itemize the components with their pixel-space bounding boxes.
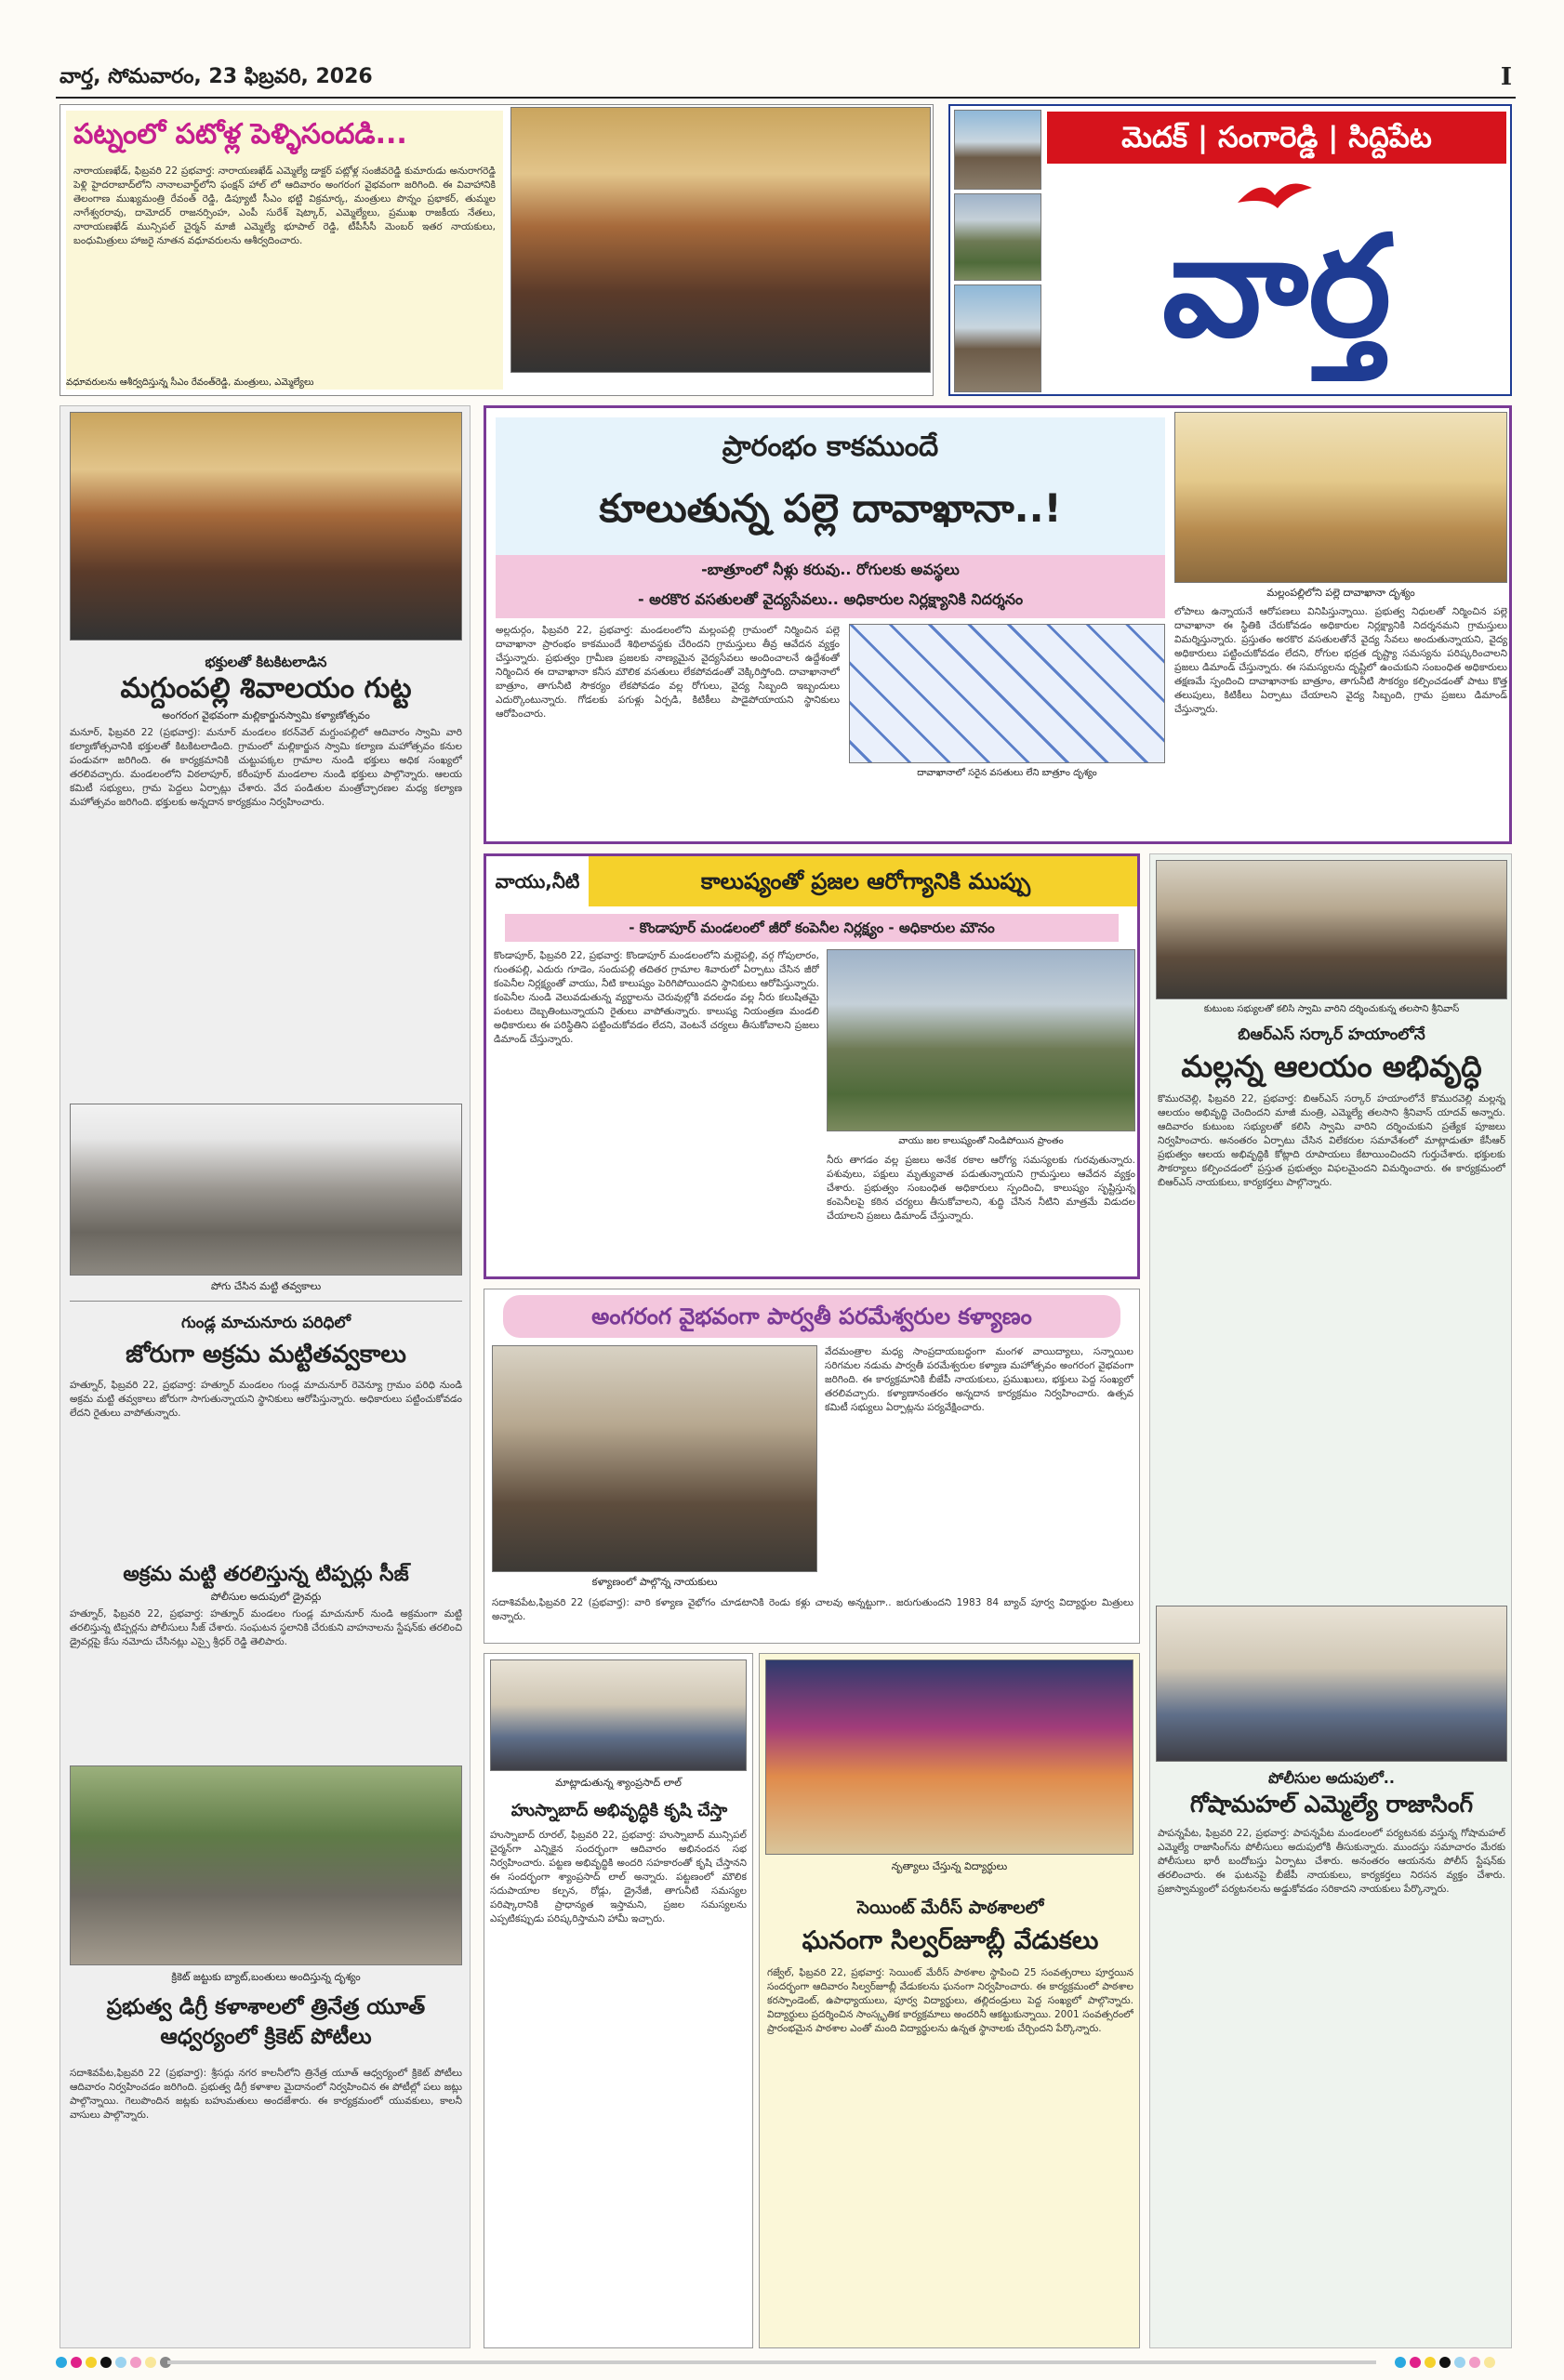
kalyanam-photo [492, 1345, 817, 1572]
kalyanam-caption: కళ్యాణంలో పాల్గొన్న నాయకులు [591, 1576, 718, 1588]
silver-kicker: సెయింట్ మేరీస్ పాఠశాలలో [856, 1897, 1044, 1918]
kalyanam-headline: అంగరంగ వైభవంగా పార్వతీ పరమేశ్వరుల కళ్యాణం [503, 1295, 1120, 1338]
shivalayam-photo [70, 412, 462, 641]
silver-caption: నృత్యాలు చేస్తున్న విద్యార్థులు [891, 1860, 1008, 1872]
cricket-headline: ప్రభుత్వ డిగ్రీ కళాశాలలో త్రినేత్ర యూత్ ఆధ్వర్యంలో క్రికెట్ పోటీలు [106, 1995, 426, 2049]
soil-photo [70, 1104, 462, 1276]
pollution-subhead: - కొండాపూర్ మండలంలో జీరో కంపెనీల నిర్లక్ష్యం - అధికారుల మౌనం [505, 914, 1119, 942]
husnabad-body: హుస్నాబాద్ రూరల్, ఫిబ్రవరి 22, ప్రభవార్త: హుస్నాబాద్ మున్సిపల్ చైర్మన్‌గా ఎన్నికైన సందర్భంగా ఆదివారం అభినందన సభ నిర్వహించారు. పట్టణ అభివృద్ధికి అందరి సహకారంతో కృషి చేస్తానని ఈ సందర్భంగా శ్యాంప్రసాద్ లాల్ అన్నారు. పట్టణంలో మౌలిక సదుపాయాల కల్పన, రోడ్లు, డ్రైనేజీ, తాగునీటి సమస్యల పరిష్కారానికి ప్రాధాన్యత ఇస్తామని, ప్రజల సమస్యలను ఎప్పటికప్పుడు పరిష్కరిస్తామని హామీ ఇచ్చారు. [490, 1830, 747, 1924]
masthead-photo-church [954, 284, 1041, 392]
reg-dot [86, 2357, 97, 2368]
wedding-caption: వధూవరులను ఆశీర్వదిస్తున్న సీఎం రేవంత్‌రెడ్డి, మంత్రులు, ఎమ్మెల్యేలు [66, 377, 314, 388]
page-header [56, 63, 1516, 93]
silver-headline: ఘనంగా సిల్వర్‌జూబ్లీ వేడుకలు [802, 1926, 1099, 1955]
pollution-tag: వాయు,నీటి [486, 856, 589, 906]
left-column [60, 405, 471, 2348]
story-clinic [484, 405, 1512, 844]
clinic-headline: కూలుతున్న పల్లె దావాఖానా..! [599, 485, 1062, 531]
reg-dot [1469, 2357, 1480, 2368]
page-number: I [1500, 63, 1512, 91]
story-silver [759, 1653, 1140, 2348]
clinic-kicker: ప్రారంభం కాకముందే [722, 430, 939, 463]
clinic-headline-box [496, 417, 1165, 555]
reg-dot [1439, 2357, 1451, 2368]
district-band [1047, 112, 1506, 164]
bathroom-caption: దావాఖానాలో సరైన వసతులు లేని బాత్రూం దృశ్యం [917, 768, 1097, 778]
masthead-logo: వార్త [1161, 206, 1392, 368]
soil-headline: జోరుగా అక్రమ మట్టితవ్వకాలు [126, 1341, 406, 1368]
story-husnabad [484, 1653, 753, 2348]
story-kalyanam [484, 1289, 1140, 1644]
masthead-photo-fountain [954, 193, 1041, 281]
wedding-photo [510, 107, 931, 373]
soil-caption: పోగు చేసిన మట్టి తవ్వకాలు [210, 1280, 322, 1292]
header-rule [56, 97, 1516, 99]
reg-dot [1425, 2357, 1436, 2368]
cricket-caption: క్రికెట్ జట్టుకు బ్యాట్,బంతులు అందిస్తున్న దృశ్యం [171, 1971, 361, 1983]
husnabad-photo [490, 1659, 747, 1771]
shivalayam-headline: మగ్దుంపల్లి శివాలయం గుట్ట [120, 672, 412, 705]
reg-dot [145, 2357, 156, 2368]
masthead-photo-temple [954, 110, 1041, 190]
registration-marks-right [1395, 2357, 1495, 2368]
reg-dot [56, 2357, 67, 2368]
clinic-bullets [496, 555, 1165, 618]
pollution-photo [827, 949, 1135, 1131]
story-pollution [484, 853, 1140, 1279]
reg-dot [115, 2357, 126, 2368]
mallanna-photo [1156, 860, 1507, 999]
reg-dot [1410, 2357, 1421, 2368]
tippers-headline: అక్రమ మట్టి తరలిస్తున్న టిప్పర్లు సీజ్ [123, 1563, 409, 1586]
tippers-body: హత్నూర్, ఫిబ్రవరి 22, ప్రభవార్త: హత్నూర్ మండలం గుండ్ల మాచునూర్ నుండి అక్రమంగా మట్టి తరలిస్తున్న టిప్పర్లను పోలీసులు సీజ్ చేశారు. సంఘటన స్థలానికి చేరుకుని వాహనాలను స్టేషన్‌కు తరలించి డ్రైవర్లపై కేసు నమోదు చేసినట్లు ఎస్సై శ్రీధర్ రెడ్డి తెలిపారు. [70, 1608, 462, 1647]
clinic-bullet-1: -బాత్రూంలో నీళ్లు కరువు.. రోగులకు అవస్థలు [701, 561, 960, 578]
rajasingh-photo [1156, 1606, 1507, 1762]
right-column [1149, 853, 1512, 2348]
rajasingh-body: పాపన్నపేట, ఫిబ్రవరి 22, ప్రభవార్త: పాపన్నపేట మండలంలో పర్యటనకు వస్తున్న గోషామహల్ ఎమ్మెల్యే రాజాసింగ్‌ను పోలీసులు అదుపులోకి తీసుకున్నారు. ముందస్తు సమాచారం మేరకు పోలీసులు భారీ బందోబస్తు ఏర్పాటు చేశారు. అనంతరం ఆయనను పోలీస్ స్టేషన్‌కు తరలించారు. ఈ ఘటనపై బీజేపీ నాయకులు, కార్యకర్తలు నిరసన వ్యక్తం చేశారు. ప్రజాస్వామ్యంలో పర్యటనలను అడ్డుకోవడం సరికాదని నాయకులు పేర్కొన్నారు. [1158, 1828, 1505, 1895]
logo-area [1047, 171, 1506, 390]
header-title: వార్త, సోమవారం, 23 ఫిబ్రవరి, 2026 [60, 65, 373, 88]
clinic-bullet-2: - అరకొర వసతులతో వైద్యసేవలు.. అధికారుల నిర్లక్ష్యానికి నిదర్శనం [637, 590, 1024, 608]
registration-marks-left [56, 2357, 171, 2368]
registration-bar [167, 2360, 1376, 2364]
silver-body: గజ్వేల్, ఫిబ్రవరి 22, ప్రభవార్త: సెయింట్ మేరీస్ పాఠశాల స్థాపించి 25 సంవత్సరాలు పూర్తయిన సందర్భంగా ఆదివారం సిల్వర్‌జూబ్లీ వేడుకలను ఘనంగా నిర్వహించారు. ఈ కార్యక్రమంలో పాఠశాల కరస్పాండెంట్, ఉపాధ్యాయులు, పూర్వ విద్యార్థులు, తల్లిదండ్రులు పెద్ద సంఖ్యలో పాల్గొన్నారు. విద్యార్థులు ప్రదర్శించిన సాంస్కృతిక కార్యక్రమాలు అందరినీ ఆకట్టుకున్నాయి. 2001 సంవత్సరంలో ప్రారంభమైన పాఠశాల ఎంతో మంది విద్యార్థులను ఉన్నత స్థానాలకు చేర్చిందని పేర్కొన్నారు. [767, 1967, 1133, 2034]
soil-kicker: గుండ్ల మాచునూరు పరిధిలో [181, 1314, 351, 1332]
silver-photo [765, 1659, 1133, 1855]
left-divider-1 [70, 1301, 462, 1302]
reg-dot [1454, 2357, 1465, 2368]
clinic-photo [1174, 412, 1507, 583]
reg-dot [130, 2357, 141, 2368]
mallanna-caption: కుటుంబ సభ్యులతో కలిసి స్వామి వారిని దర్శించుకున్న తలసాని శ్రీనివాస్ [1203, 1004, 1460, 1014]
reg-dot [1395, 2357, 1406, 2368]
wedding-text-box [66, 111, 503, 390]
rajasingh-kicker: పోలీసుల అదుపులో.. [1268, 1769, 1395, 1787]
kalyanam-body: వేదమంత్రాల మధ్య సాంప్రదాయబద్ధంగా మంగళ వాయిద్యాలు, సన్నాయిల సరిగమల నడుమ పార్వతీ పరమేశ్వరుల కళ్యాణ మహోత్సవం అంగరంగ వైభవంగా జరిగింది. ఈ కార్యక్రమానికి బీజేపీ నాయకులు, ప్రముఖులు, భక్తులు పెద్ద సంఖ్యలో తరలివచ్చారు. కళ్యాణానంతరం అన్నదాన కార్యక్రమం నిర్వహించారు. ఉత్సవ కమిటీ సభ్యులు ఏర్పాట్లను పర్యవేక్షించారు. [825, 1346, 1133, 1413]
wedding-headline: పట్నంలో పటోళ్ల పెళ్ళిసందడి... [73, 118, 407, 151]
district-names: మెదక్ | సంగారెడ్డి | సిద్దిపేట [1121, 121, 1432, 154]
cricket-photo [70, 1765, 462, 1965]
pollution-body: కొండాపూర్, ఫిబ్రవరి 22, ప్రభవార్త: కొండాపూర్ మండలంలోని మల్లెపల్లి, వర్గ గోపులారం, గుంతపల్లి, ఎదురు గూడెం, సందుపల్లి తదితర గ్రామాల శివారులో ఏర్పాటు చేసిన జీరో కంపెనీల నిర్లక్ష్యంతో వాయు, నీటి కాలుష్యం పెరిగిపోయిందని స్థానికులు ఆరోపిస్తున్నారు. కంపెనీల నుండి వెలువడుతున్న వ్యర్థాలను చెరువుల్లోకి వదలడం వల్ల నీరు కలుషితమై పంటలు దెబ్బతింటున్నాయని రైతులు వాపోతున్నారు. కాలుష్య నియంత్రణ మండలి అధికారులు ఈ పరిస్థితిని పట్టించుకోవడం లేదని, వెంటనే చర్యలు తీసుకోవాలని ప్రజలు డిమాండ్ చేస్తున్నారు. [494, 950, 819, 1045]
pollution-caption: వాయు జల కాలుష్యంతో నిండిపోయిన ప్రాంతం [898, 1136, 1064, 1146]
reg-dot [71, 2357, 82, 2368]
mallanna-kicker: బిఆర్ఎస్ సర్కార్ హయాంలోనే [1238, 1025, 1425, 1044]
shivalayam-subhead: అంగరంగ వైభవంగా మల్లికార్జునస్వామి కళ్యాణోత్సవం [162, 709, 370, 721]
cricket-body: సదాశివపేట,ఫిబ్రవరి 22 (ప్రభవార్త): శ్రీసద్గు నగర కాలనీలోని త్రినేత్ర యూత్ ఆధ్వర్యంలో క్రికెట్ పోటీలు ఆదివారం నిర్వహించడం జరిగింది. ప్రభుత్వ డిగ్రీ కళాశాల మైదానంలో నిర్వహించిన ఈ పోటీల్లో పలు జట్లు పాల్గొన్నాయి. గెలుపొందిన జట్లకు బహుమతులు అందజేశారు. ఈ కార్యక్రమంలో యువకులు, కాలనీ వాసులు పాల్గొన్నారు. [70, 2068, 462, 2121]
husnabad-headline: హుస్నాబాద్ అభివృద్ధికి కృషి చేస్తా [510, 1801, 728, 1820]
reg-dot [1484, 2357, 1495, 2368]
rajasingh-headline: గోషామహల్ ఎమ్మెల్యే రాజాసింగ్ [1189, 1791, 1474, 1818]
soil-body: హత్నూర్, ఫిబ్రవరి 22, ప్రభవార్త: హత్నూర్ మండలం గుండ్ల మాచునూర్ రెవెన్యూ గ్రామం పరిధి నుండి అక్రమ మట్టి తవ్వకాలు జోరుగా సాగుతున్నాయని స్థానికులు ఆరోపిస్తున్నారు. అధికారులు పట్టించుకోవడం లేదని రైతులు వాపోతున్నారు. [70, 1380, 462, 1419]
mallanna-body: కొమురవెల్లి, ఫిబ్రవరి 22, ప్రభవార్త: బిఆర్ఎస్ సర్కార్ హయాంలోనే కొమురవెల్లి మల్లన్న ఆలయం అభివృద్ధి చెందిందని మాజీ మంత్రి, ఎమ్మెల్యే తలసాని శ్రీనివాస్ యాదవ్ అన్నారు. ఆదివారం కుటుంబ సభ్యులతో కలిసి స్వామి వారిని దర్శించుకుని ప్రత్యేక పూజలు నిర్వహించారు. అనంతరం ఏర్పాటు చేసిన విలేకరుల సమావేశంలో మాట్లాడుతూ కేసీఆర్ ప్రభుత్వం ఆలయ అభివృద్ధికి కోట్లాది రూపాయలు కేటాయించిందని గుర్తుచేశారు. భక్తులకు సౌకర్యాలు కల్పించడంలో ప్రస్తుత ప్రభుత్వం విఫలమైందని విమర్శించారు. ఈ కార్యక్రమంలో బిఆర్ఎస్ నాయకులు, కార్యకర్తలు పాల్గొన్నారు. [1158, 1093, 1505, 1188]
pollution-headline-band [486, 856, 1137, 906]
tippers-subhead: పోలీసుల అదుపులో డ్రైవర్లు [210, 1591, 322, 1603]
masthead [948, 104, 1512, 396]
kalyanam-body-2: సదాశివపేట,ఫిబ్రవరి 22 (ప్రభవార్త): వారి కళ్యాణ వైభోగం చూడటానికి రెండు కళ్లు చాలవు అన్నట్టుగా.. జరుగుతుందని 1983 84 బ్యాచ్ పూర్వ విద్యార్థుల మిత్రులు అన్నారు. [492, 1597, 1133, 1622]
mallanna-headline: మల్లన్న ఆలయం అభివృద్ధి [1181, 1049, 1482, 1084]
bathroom-photo [849, 624, 1165, 763]
clinic-body-2: లోపాలు ఉన్నాయనే ఆరోపణలు వినిపిస్తున్నాయి. ప్రభుత్వ నిధులతో నిర్మించిన పల్లె దావాఖానా ఈ స్థితికి చేరుకోవడం అధికారుల నిర్లక్ష్యానికి నిదర్శనమని గ్రామస్తులు విమర్శిస్తున్నారు. ప్రస్తుతం అరకొర వసతులతోనే వైద్య సేవలు అందుతున్నాయని, వైద్య అధికారులు పట్టించుకోవడం లేదని, రోగుల భద్రత దృష్ట్యా సమస్యను పరిష్కరించాలని ప్రజలు డిమాండ్ చేస్తున్నారు. ఈ సమస్యలను దృష్టిలో ఉంచుకుని సంబంధిత అధికారులు తక్షణమే స్పందించి దావాఖానాకు బాత్రూం, తాగునీటి సౌకర్యం కల్పించడంతో పాటు కొత్త తలుపులు, కిటికీలు ఏర్పాటు చేయాలని వైద్య సిబ్బంది, గ్రామ ప్రజలు డిమాండ్ చేస్తున్నారు. [1174, 606, 1507, 715]
pollution-body-2: నీరు తాగడం వల్ల ప్రజలు అనేక రకాల ఆరోగ్య సమస్యలకు గురవుతున్నారు. పశువులు, పక్షులు మృత్యువాత పడుతున్నాయని గ్రామస్తులు ఆవేదన వ్యక్తం చేశారు. ప్రభుత్వం సంబంధిత అధికారులు స్పందించి, కాలుష్యం సృష్టిస్తున్న కంపెనీలపై కఠిన చర్యలు తీసుకోవాలని, శుద్ధి చేసిన నీటిని మాత్రమే విడుదల చేయాలని ప్రజలు డిమాండ్ చేస్తున్నారు. [827, 1155, 1135, 1222]
shivalayam-kicker: భక్తులతో కిటకిటలాడిన [205, 654, 327, 670]
clinic-photo-caption: మల్లంపల్లిలోని పల్లె దావాఖానా దృశ్యం [1266, 587, 1415, 599]
husnabad-caption: మాట్లాడుతున్న శ్యాంప్రసాద్ లాల్ [555, 1777, 682, 1789]
clinic-body: అల్లదుర్గం, ఫిబ్రవరి 22, ప్రభవార్త: మండలంలోని మల్లంపల్లి గ్రామంలో నిర్మించిన పల్లె దావాఖానా ప్రారంభం కాకముందే శిథిలావస్థకు చేరిందని గ్రామస్తులు తీవ్ర ఆవేదన వ్యక్తం చేస్తున్నారు. ప్రభుత్వం గ్రామీణ ప్రజలకు నాణ్యమైన వైద్యసేవలు అందించాలనే ఉద్దేశంతో నిర్మించిన ఈ దావాఖానా కనీస మౌలిక వసతులు లేకపోవడంతో వెక్కిరిస్తోంది. దావాఖానాలో బాత్రూం, తాగునీటి సౌకర్యం లేకపోవడం వల్ల రోగులు, వైద్య సిబ్బంది ఇబ్బందులు ఎదుర్కొంటున్నారు. గోడలకు పగుళ్లు ఏర్పడి, కిటికీలు పాడైపోయాయని స్థానికులు ఆరోపించారు. [496, 625, 840, 720]
shivalayam-body: మనూర్, ఫిబ్రవరి 22 (ప్రభవార్త): మనూర్ మండలం కరన్‌వెల్ మగ్దుంపల్లిలో ఆదివారం స్వామి వారి కల్యాణోత్సవానికి భక్తులతో కిటకిటలాడింది. గ్రామంలో మల్లికార్జున స్వామి కల్యాణ మహోత్సవం కనుల పండువగా జరిగింది. ఈ కార్యక్రమానికి చుట్టుపక్కల గ్రామాల నుండి భక్తులు అధిక సంఖ్యలో తరలివచ్చారు. మండలంలోని విఠలాపూర్, కరీంపూర్ మండలాల నుండి భక్తులు పాల్గొన్నారు. ఆలయ కమిటీ సభ్యులు, గ్రామ పెద్దలు ఏర్పాట్లు చేశారు. వేద పండితుల మంత్రోచ్ఛారణల మధ్య కల్యాణ మహోత్సవం జరిగింది. భక్తులకు అన్నదాన కార్యక్రమం నిర్వహించారు. [70, 727, 462, 808]
pollution-headline: కాలుష్యంతో ప్రజల ఆరోగ్యానికి ముప్పు [700, 868, 1031, 894]
story-wedding [60, 104, 934, 396]
wedding-body: నారాయణఖేడ్, ఫిబ్రవరి 22 ప్రభవార్త: నారాయణఖేడ్ ఎమ్మెల్యే డాక్టర్ పట్లోళ్ల సంజీవరెడ్డి కుమారుడు అనురాగరెడ్డి పెళ్లి హైదరాబాద్‌లోని నానాలవార్డ్‌లోని ఫంక్షన్ హాల్ లో ఆదివారం అంగరంగ వైభవంగా జరిగింది. ఈ వివాహానికి తెలంగాణ ముఖ్యమంత్రి రేవంత్ రెడ్డి, డిప్యూటీ సీఎం భట్టి విక్రమార్క, మంత్రులు పొన్నం ప్రభాకర్, తుమ్మల నాగేశ్వరరావు, దామోదర్ రాజనర్సింహ, ఎంపీ సురేశ్ షెట్కార్, ఎమ్మెల్యేలు, ప్రముఖ రాజకీయ నేతలు, నారాయణఖేడ్ మున్సిపల్ చైర్మన్ మాజీ ఎమ్మెల్యే భూపాల్ రెడ్డి, టీపీసీసీ మెంబర్ ఇతర నాయకులు, బంధుమిత్రులు హాజరై నూతన వధూవరులను ఆశీర్వదించారు. [73, 165, 496, 246]
reg-dot [100, 2357, 112, 2368]
